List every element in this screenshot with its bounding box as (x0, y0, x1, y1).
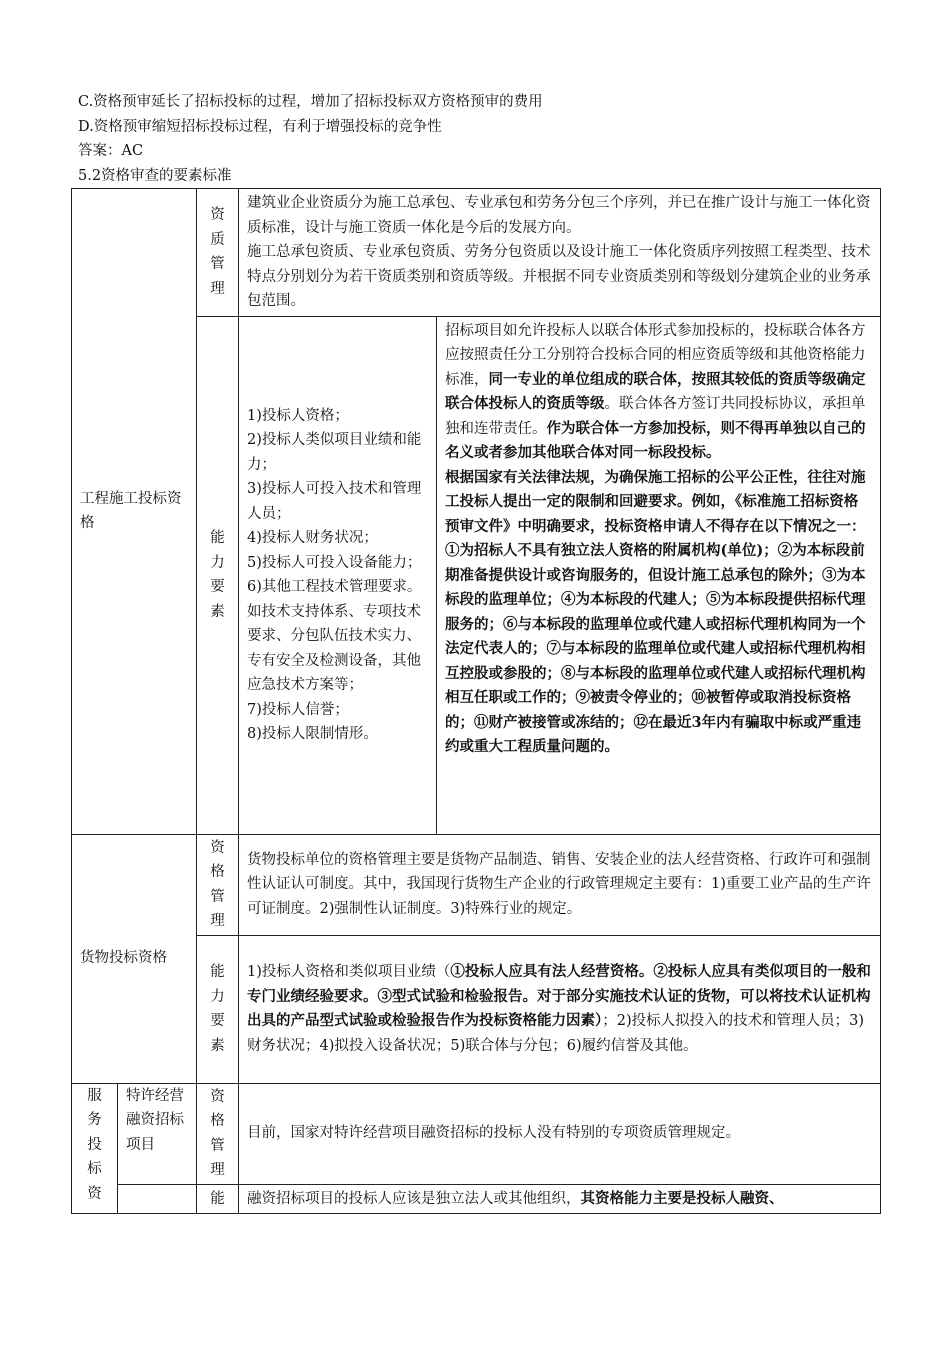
paragraph: 施工总承包资质、专业承包资质、劳务分包资质以及设计施工一体化资质序列按照工程类型、技术特点分别划分为若干资质类别和资质等级。并根据不同专业资质类别和等级划分建筑企业的业务承包范围。 (247, 244, 871, 309)
goods-ability-text (239, 935, 881, 1083)
label-char: 素 (210, 603, 225, 620)
goods-qualification-text (239, 834, 881, 935)
service-ability-text (239, 1184, 881, 1214)
construction-ability-detail (437, 316, 881, 834)
list-item: 4)投标人财务状况； (247, 530, 378, 546)
label-char: 资 (210, 207, 225, 224)
option-d: D.资格预审缩短招标投标过程，有利于增强投标的竞争性 (78, 118, 442, 135)
list-item: 3)投标人可投入技术和管理人员； (247, 481, 422, 522)
list-item: 1)投标人资格； (247, 407, 349, 424)
text-run: 。联合体各方签订共同投标协议，承担单独和连带责任。 (445, 396, 866, 437)
option-c: C.资格预审延长了招标投标的过程，增加了招标投标双方资格预审的费用 (78, 94, 543, 110)
label-char: 管 (210, 256, 225, 273)
list-item: 5)投标人可投入设备能力； (247, 554, 422, 571)
label-char: 资 (210, 1088, 225, 1105)
label-char: 服 (87, 1087, 102, 1104)
text-run: ；2)投标人拟投入的技术和管理人员；3)财务状况；4)拟投入设备状况；5)联合体与分包；6)履约信誉及其他。 (247, 1013, 865, 1054)
category-label: 工程施工投标资格 (80, 490, 182, 532)
construction-ability-list (239, 316, 437, 834)
paragraph: 货物投标单位的资格管理主要是货物产品制造、销售、安装企业的法人经营资格、行政许可和强制性认证认可制度。其中，我国现行货物生产企业的行政管理规定主要有：1)重要工业产品的生产许可证制度。2)强制性认证制度。3)特殊行业的规定。 (247, 851, 871, 917)
list-item: 2)投标人类似项目业绩和能力； (247, 432, 422, 473)
label-char: 格 (210, 864, 225, 880)
bold-run: 其资格能力主要是投标人融资、 (580, 1189, 784, 1207)
row-label-qualification (197, 189, 239, 317)
label-char: 要 (210, 579, 225, 595)
construction-qualification-text (239, 189, 881, 317)
label-char: 能 (210, 1190, 225, 1207)
label-char: 能 (210, 530, 225, 546)
label-char: 能 (210, 964, 225, 980)
subcategory-franchise-financing (118, 1083, 197, 1184)
category-label: 货物投标资格 (80, 950, 167, 967)
row-label-qualification (197, 834, 239, 935)
label-char: 力 (210, 554, 225, 571)
table-row (72, 1083, 881, 1184)
answer-line: 答案：AC (78, 143, 144, 159)
label-char: 资 (210, 839, 225, 856)
label-char: 素 (210, 1037, 225, 1054)
subcategory-continued (118, 1184, 197, 1214)
bold-run: 作为联合体一方参加投标，则不得再单独以自己的名义或者参加其他联合体对同一标段投标。 (445, 419, 866, 461)
table-row (72, 834, 881, 935)
list-item: 7)投标人信誉； (247, 701, 349, 718)
label-char: 要 (210, 1013, 225, 1029)
paragraph: 目前，国家对特许经营项目融资招标的投标人没有特别的专项资质管理规定。 (247, 1125, 740, 1142)
intro-text (78, 90, 543, 188)
bold-run: ①投标人应具有法人经营资格。②投标人应具有类似项目的一般和专门业绩经验要求。③型式试验和检验报告。对于部分实施技术认证的货物，可以将技术认证机构出具的产品型式试验或检验报告作为投标资格能力因素） (247, 963, 871, 1029)
list-item: 8)投标人限制情形。 (247, 726, 378, 742)
row-label-ability (197, 316, 239, 834)
paragraph (247, 960, 872, 1058)
label-char: 管 (210, 888, 225, 905)
row-label-ability (197, 1184, 239, 1214)
category-construction (72, 189, 197, 835)
paragraph (445, 319, 872, 466)
text-run: 1)投标人资格和类似项目业绩（ (247, 964, 451, 980)
subcategory-label: 特许经营融资招标项目 (126, 1087, 184, 1153)
bold-paragraph: 根据国家有关法律法规，为确保施工招标的公平公正性，往往对施工投标人提出一定的限制和回避要求。例如，《标准施工招标资格预审文件》中明确要求，投标资格申请人不得存在以下情况之一：①为招标人不具有独立法人资格的附属机构(单位)；②为本标段前期准备提供设计或咨询服务的，但设计施工总承包的除外；③为本标段的监理单位；④为本标段的代建人；⑤为本标段提供招标代理服务的；⑥与本标段的监理单位或代建人或招标代理机构同为一个法定代表人的；⑦与本标段的监理单位或代建人或招标代理机构相互控股或参股的；⑧与本标段的监理单位或代建人或招标代理机构相互任职或工作的；⑨被责令停业的；⑩被暂停或取消投标资格的；⑪财产被接管或冻结的；⑫在最近3年内有骗取中标或严重违约或重大工程质量问题的。 (445, 468, 866, 755)
paragraph: 建筑业企业资质分为施工总承包、专业承包和劳务分包三个序列，并已在推广设计与施工一体化资质标准，设计与施工资质一体化是今后的发展方向。 (247, 195, 871, 236)
paragraph (247, 1187, 872, 1212)
category-goods (72, 834, 197, 1083)
label-char: 管 (210, 1137, 225, 1154)
table-row (72, 1184, 881, 1214)
label-char: 力 (210, 988, 225, 1005)
text-run: 融资招标项目的投标人应该是独立法人或其他组织， (247, 1190, 581, 1207)
row-label-ability (197, 935, 239, 1083)
label-char: 理 (210, 1162, 225, 1178)
label-char: 理 (210, 280, 225, 297)
label-char: 质 (210, 231, 225, 248)
list-item: 6)其他工程技术管理要求。如技术支持体系、专项技术要求、分包队伍技术实力、专有安全及检测设备，其他应急技术方案等； (247, 579, 422, 693)
label-char: 标 (87, 1161, 102, 1177)
row-label-qualification (197, 1083, 239, 1184)
section-title: 5.2资格审查的要素标准 (78, 167, 232, 184)
service-qualification-text (239, 1083, 881, 1184)
category-service (72, 1083, 118, 1214)
qualification-standards-table (71, 188, 881, 1214)
label-char: 格 (210, 1113, 225, 1129)
label-char: 投 (87, 1136, 102, 1153)
label-char: 理 (210, 913, 225, 929)
label-char: 务 (87, 1112, 102, 1128)
label-char: 资 (87, 1185, 102, 1202)
bold-run: 同一专业的单位组成的联合体，按照其较低的资质等级确定联合体投标人的资质等级 (445, 370, 866, 412)
text-run: 招标项目如允许投标人以联合体形式参加投标的，投标联合体各方应按照责任分工分别符合投标合同的相应资质等级和其他资格能力标准， (445, 322, 866, 388)
table-row (72, 189, 881, 317)
